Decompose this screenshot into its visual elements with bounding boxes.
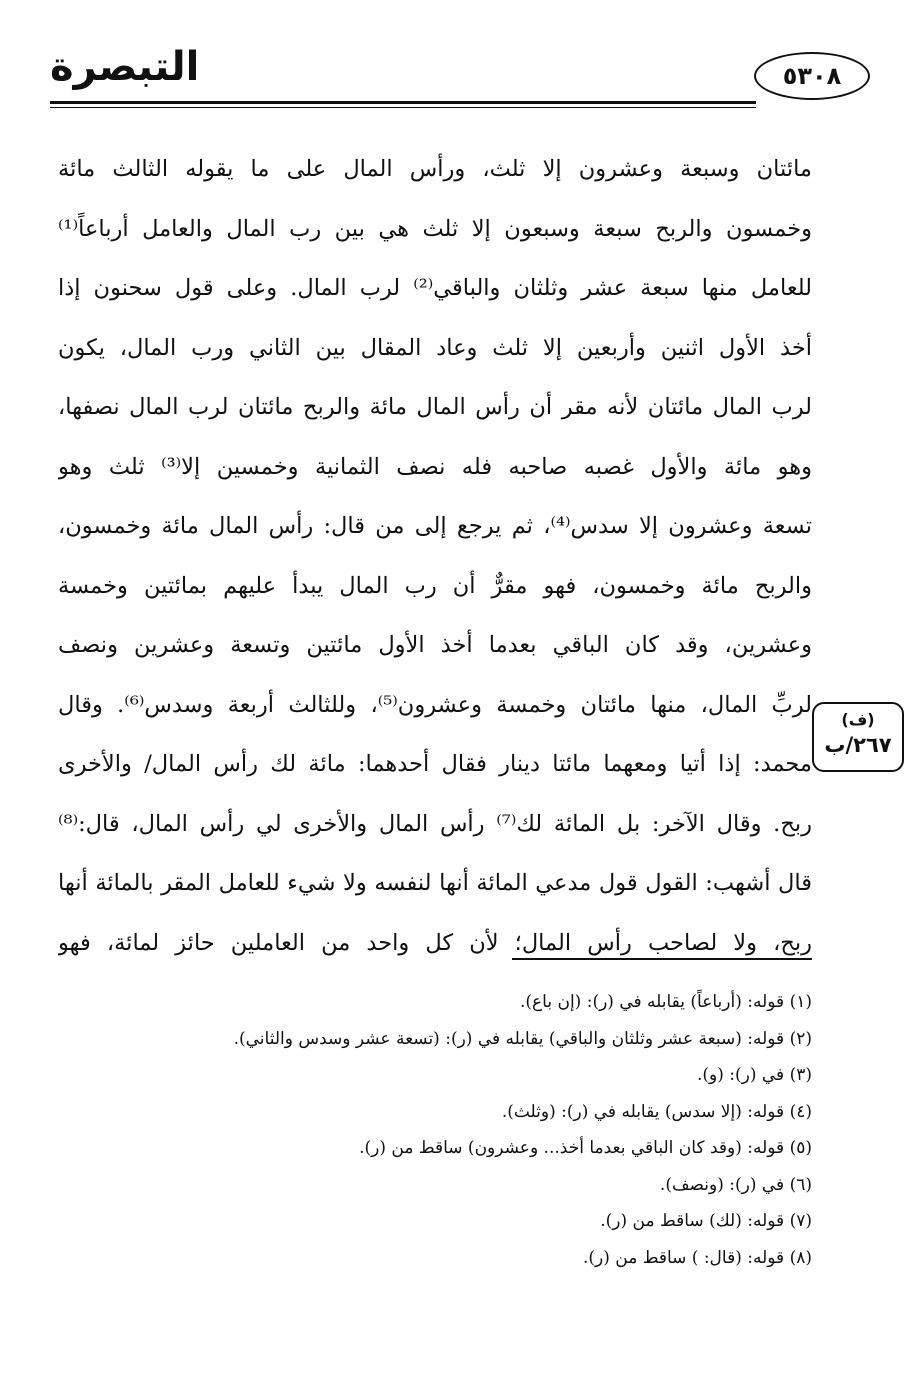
text-line: ربح، ولا لصاحب رأس المال؛ لأن كل واحد من العاملين حائز لمائة، فهو (58, 929, 812, 956)
header-rule (50, 101, 756, 104)
main-text (58, 140, 812, 973)
text-line: تسعة وعشرون إلا سدس⁽⁴⁾، ثم يرجع إلى من قال: رأس المال مائة وخمسون، (58, 513, 812, 539)
manuscript-folio-marker (812, 702, 904, 772)
footnote: (٥) قوله: (وقد كان الباقي بعدما أخذ... وعشرون) ساقط من (ر). (359, 1138, 812, 1158)
text-line: لربِّ المال، منها مائتان وخمسة وعشرون⁽⁵⁾، وللثالث أربعة وسدس⁽⁶⁾. وقال (58, 691, 812, 718)
footnote: (٢) قوله: (سبعة عشر وثلثان والباقي) يقابله في (ر): (تسعة عشر وسدس والثاني). (233, 1028, 812, 1049)
footnote: (١) قوله: (أرباعاً) يقابله في (ر): (إن باع). (519, 992, 812, 1012)
text-line: ربح. وقال الآخر: بل المائة لك⁽⁷⁾ رأس المال والأخرى لي رأس المال، قال:⁽⁸⁾ (58, 810, 812, 837)
page-number: ٥٣٠٨ (754, 52, 870, 100)
text-line: لرب المال مائتان لأنه مقر أن رأس المال مائة والربح مائتان لرب المال نصفها، (58, 394, 812, 420)
footnotes (58, 984, 812, 1276)
folio-number: ٢٦٧/ب (824, 733, 892, 757)
manuscript-siglum: (ف) (841, 710, 875, 729)
text-line: قال أشهب: القول قول مدعي المائة أنها لنفسه ولا شيء للعامل المقر بالمائة أنها (58, 870, 812, 896)
footnote: (٦) في (ر): (ونصف). (659, 1174, 812, 1195)
text-line: وخمسون والربح سبعة وسبعون إلا ثلث هي بين رب المال والعامل أرباعاً⁽¹⁾ (58, 215, 812, 242)
text-line: والربح مائة وخمسون، فهو مقرٌّ أن رب المال يبدأ عليهم بمائتين وخمسة (58, 572, 812, 599)
header-rule-thin (50, 107, 756, 108)
text-line: وهو مائة والأول غصبه صاحبه فله نصف الثمانية وخمسين إلا⁽³⁾ ثلث وهو (58, 453, 812, 480)
footnote: (٨) قوله: (قال: ) ساقط من (ر). (582, 1247, 812, 1268)
footnote: (٣) في (ر): (و). (696, 1065, 812, 1085)
text-line: أخذ الأول اثنين وأربعين إلا ثلث وعاد المقال بين الثاني ورب المال، يكون (58, 334, 812, 361)
footnote: (٤) قوله: (إلا سدس) يقابله في (ر): (وثلث). (501, 1101, 812, 1122)
text-line: محمد: إذا أتيا ومعهما مائتا دينار فقال أحدهما: مائة لك رأس المال/ والأخرى (58, 751, 812, 777)
footnote-separator (512, 958, 812, 960)
text-line: مائتان وسبعة وعشرون إلا ثلث، ورأس المال على ما يقوله الثالث مائة (58, 156, 812, 182)
text-line: وعشرين، وقد كان الباقي بعدما أخذ الأول مائتين وتسعة وعشرين ونصف (58, 632, 812, 658)
book-title-logo: التبصرة (50, 44, 200, 90)
text-line: للعامل منها سبعة عشر وثلثان والباقي⁽²⁾ لرب المال. وعلى قول سحنون إذا (58, 275, 812, 301)
page-header (50, 44, 870, 114)
footnote: (٧) قوله: (لك) ساقط من (ر). (600, 1211, 812, 1231)
